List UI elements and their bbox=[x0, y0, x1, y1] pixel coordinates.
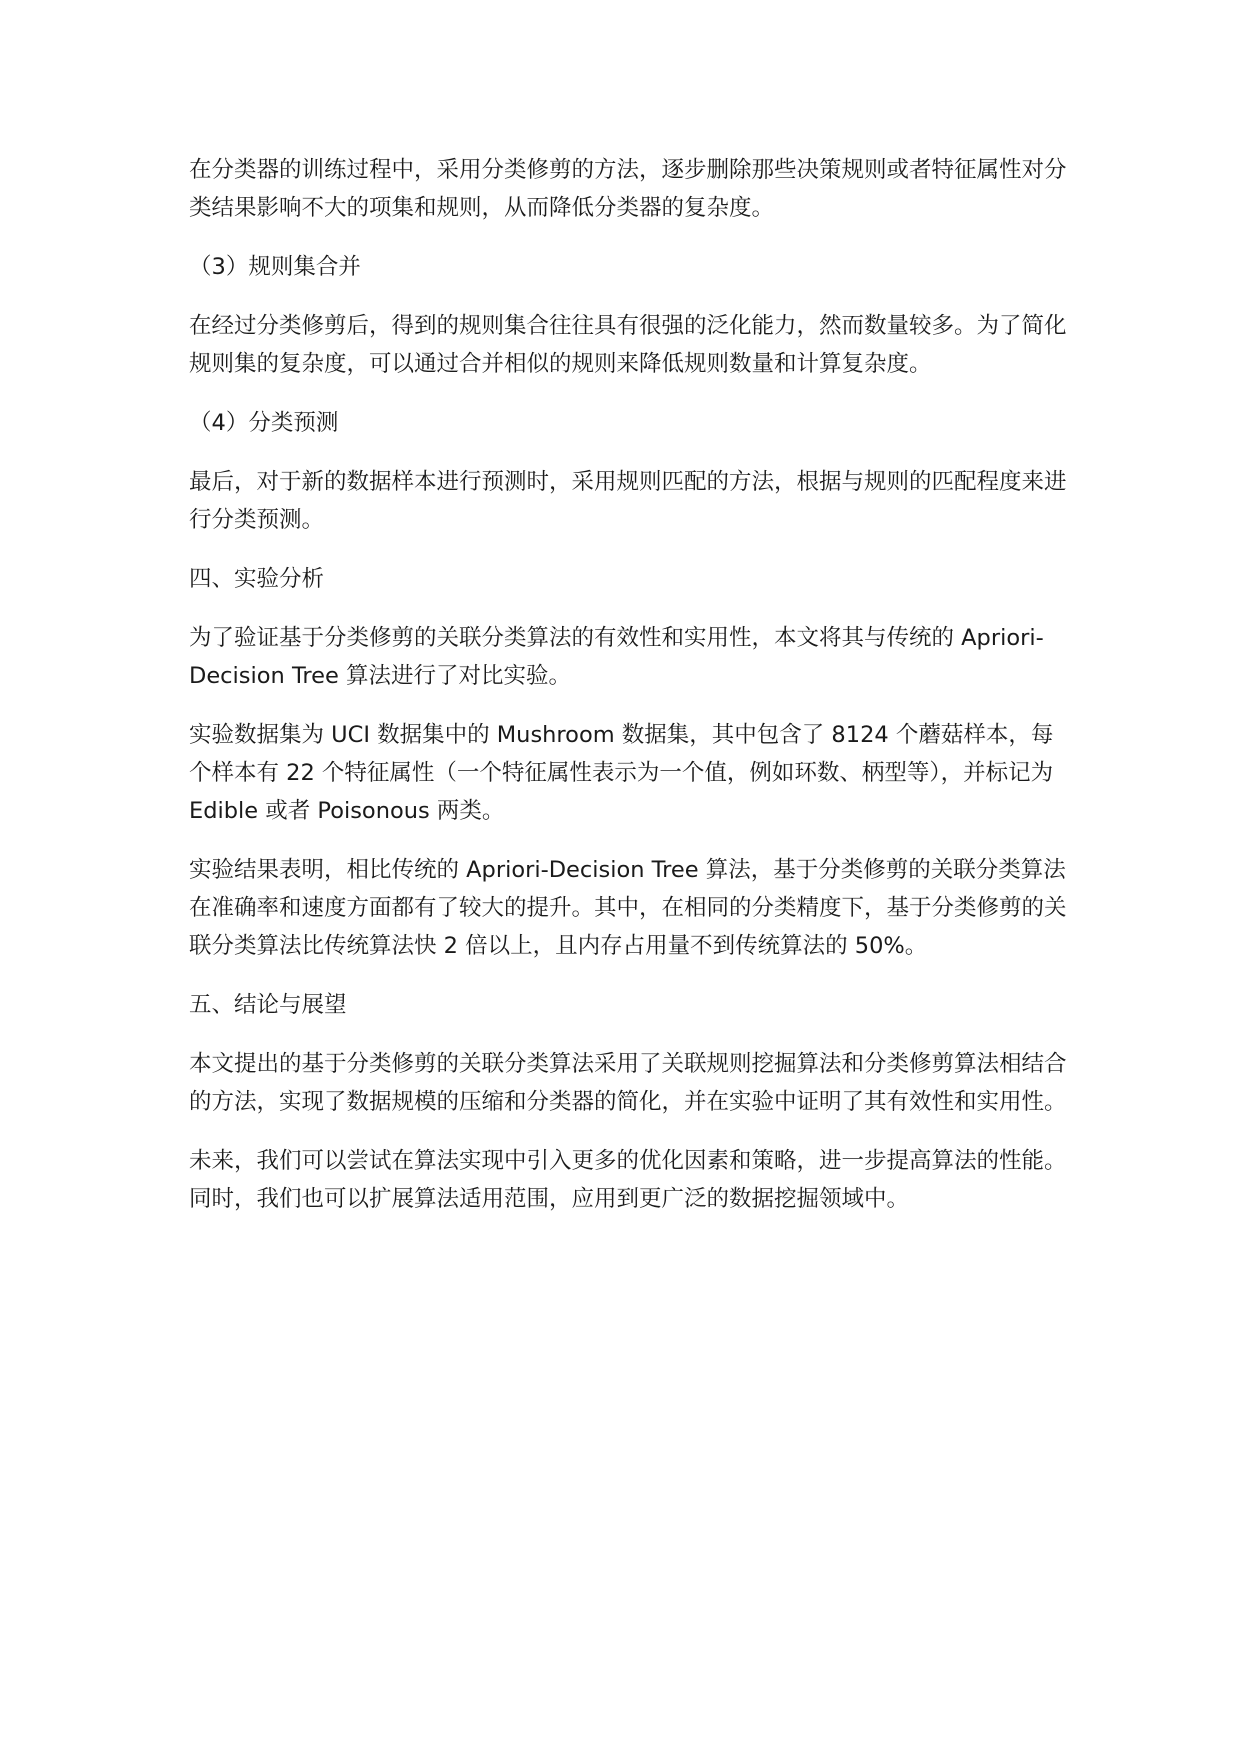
paragraph-conclusion: 本文提出的基于分类修剪的关联分类算法采用了关联规则挖掘算法和分类修剪算法相结合的方法，实现了数据规模的压缩和分类器的简化，并在实验中证明了其有效性和实用性。 bbox=[189, 1051, 1067, 1115]
heading-experiment-analysis: 四、实验分析 bbox=[189, 566, 325, 592]
document-body bbox=[189, 151, 1069, 1239]
paragraph-future-work: 未来，我们可以尝试在算法实现中引入更多的优化因素和策略，进一步提高算法的性能。同时，我们也可以扩展算法适用范围，应用到更广泛的数据挖掘领域中。 bbox=[189, 1148, 1067, 1212]
paragraph-experiment-dataset: 实验数据集为 UCI 数据集中的 Mushroom 数据集，其中包含了 8124 个蘑菇样本，每个样本有 22 个特征属性（一个特征属性表示为一个值，例如环数、柄型等），并标记为 Edible 或者 Poisonous 两类。 bbox=[189, 722, 1054, 824]
heading-classification-predict: （4）分类预测 bbox=[189, 410, 339, 436]
heading-rules-merge: （3）规则集合并 bbox=[189, 254, 361, 280]
paragraph-classification-predict: 最后，对于新的数据样本进行预测时，采用规则匹配的方法，根据与规则的匹配程度来进行分类预测。 bbox=[189, 469, 1067, 533]
paragraph-rules-merge: 在经过分类修剪后，得到的规则集合往往具有很强的泛化能力，然而数量较多。为了简化规则集的复杂度，可以通过合并相似的规则来降低规则数量和计算复杂度。 bbox=[189, 313, 1067, 377]
heading-conclusion: 五、结论与展望 bbox=[189, 992, 347, 1018]
paragraph-pruning-training: 在分类器的训练过程中，采用分类修剪的方法，逐步删除那些决策规则或者特征属性对分类结果影响不大的项集和规则，从而降低分类器的复杂度。 bbox=[189, 157, 1067, 221]
paragraph-experiment-intro: 为了验证基于分类修剪的关联分类算法的有效性和实用性，本文将其与传统的 Apriori-Decision Tree 算法进行了对比实验。 bbox=[189, 625, 1044, 689]
paragraph-experiment-results: 实验结果表明，相比传统的 Apriori-Decision Tree 算法，基于分类修剪的关联分类算法在准确率和速度方面都有了较大的提升。其中，在相同的分类精度下，基于分类修剪的关联分类算法比传统算法快 2 倍以上，且内存占用量不到传统算法的 50%。 bbox=[189, 857, 1067, 959]
